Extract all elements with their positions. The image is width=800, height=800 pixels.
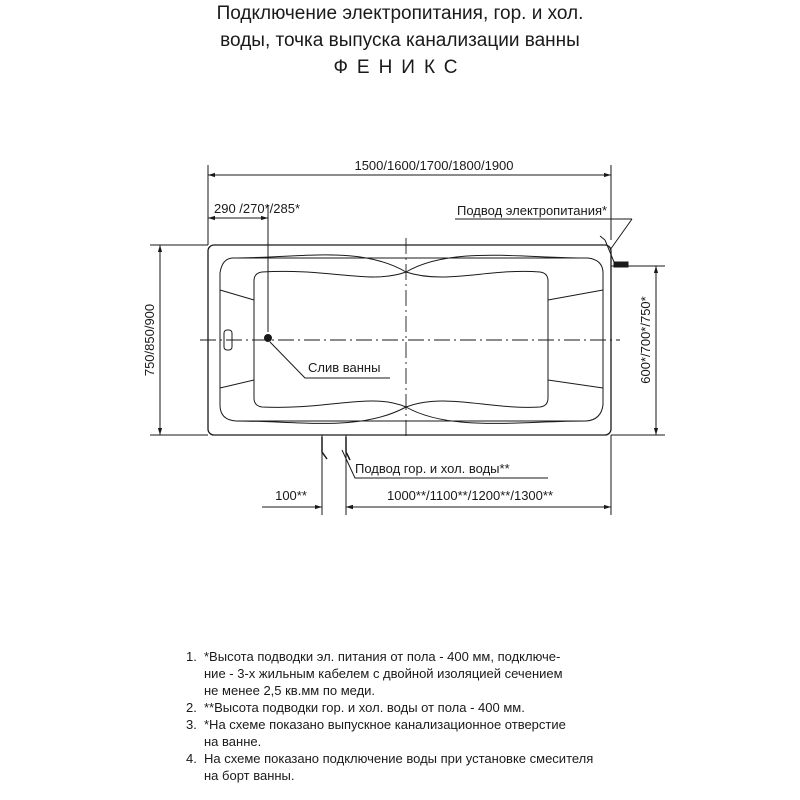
power-label: Подвод электропитания* — [457, 203, 608, 218]
tub-side-line-right — [548, 290, 603, 300]
note-item — [186, 648, 706, 699]
note-number: 1. — [186, 649, 197, 664]
drain-icon — [265, 335, 272, 342]
title-line-1: Подключение электропитания, гор. и хол. — [216, 3, 584, 24]
note-text: **Высота подводки гор. и хол. воды от пола - 400 мм. — [204, 700, 525, 715]
drain-offset-label: 290 /270*/285* — [214, 201, 301, 216]
tub-side-line-right-bottom — [548, 380, 603, 388]
water-distance-label: 1000**/1100**/1200**/1300** — [386, 488, 554, 503]
note-number: 4. — [186, 751, 197, 766]
note-number: 2. — [186, 700, 197, 715]
note-text: *На схеме показано выпускное канализационное отверстие на ванне. — [204, 717, 566, 749]
tub-side-line-left-bottom — [220, 380, 254, 388]
tub-side-line-left — [220, 290, 254, 300]
tub-backrest-contour — [232, 255, 588, 272]
notes-list — [186, 648, 706, 784]
water-label: Подвод гор. и хол. воды** — [355, 461, 510, 476]
product-name: ФЕНИКС — [333, 57, 467, 78]
width-dimension-label: 750/850/900 — [142, 303, 157, 377]
tub-inner-rim — [220, 258, 603, 421]
water-inlet-hot-icon — [322, 437, 327, 459]
power-connector-icon — [614, 262, 628, 267]
note-item — [186, 716, 706, 750]
inner-width-dimension-label: 600*/700*/750* — [638, 296, 653, 384]
note-number: 3. — [186, 717, 197, 732]
drain-label: Слив ванны — [308, 360, 381, 375]
length-dimension-label: 1500/1600/1700/1800/1900 — [354, 158, 514, 173]
tub-bath-bowl — [254, 271, 548, 407]
title-line-2: воды, точка выпуска канализации ванны — [220, 30, 580, 51]
water-offset-label: 100** — [275, 488, 307, 503]
water-inlet-cold-icon — [346, 437, 350, 460]
note-text: *Высота подводки эл. питания от пола - 400 мм, подключе- ние - 3-х жильным кабелем с двойной изоляцией сечением не менее 2,5 кв.мм по меди. — [204, 649, 563, 698]
note-text: На схеме показано подключение воды при установке смесителя на борт ванны. — [204, 751, 594, 783]
power-leader-line — [605, 240, 614, 262]
note-item — [186, 750, 706, 784]
note-item — [186, 699, 706, 716]
